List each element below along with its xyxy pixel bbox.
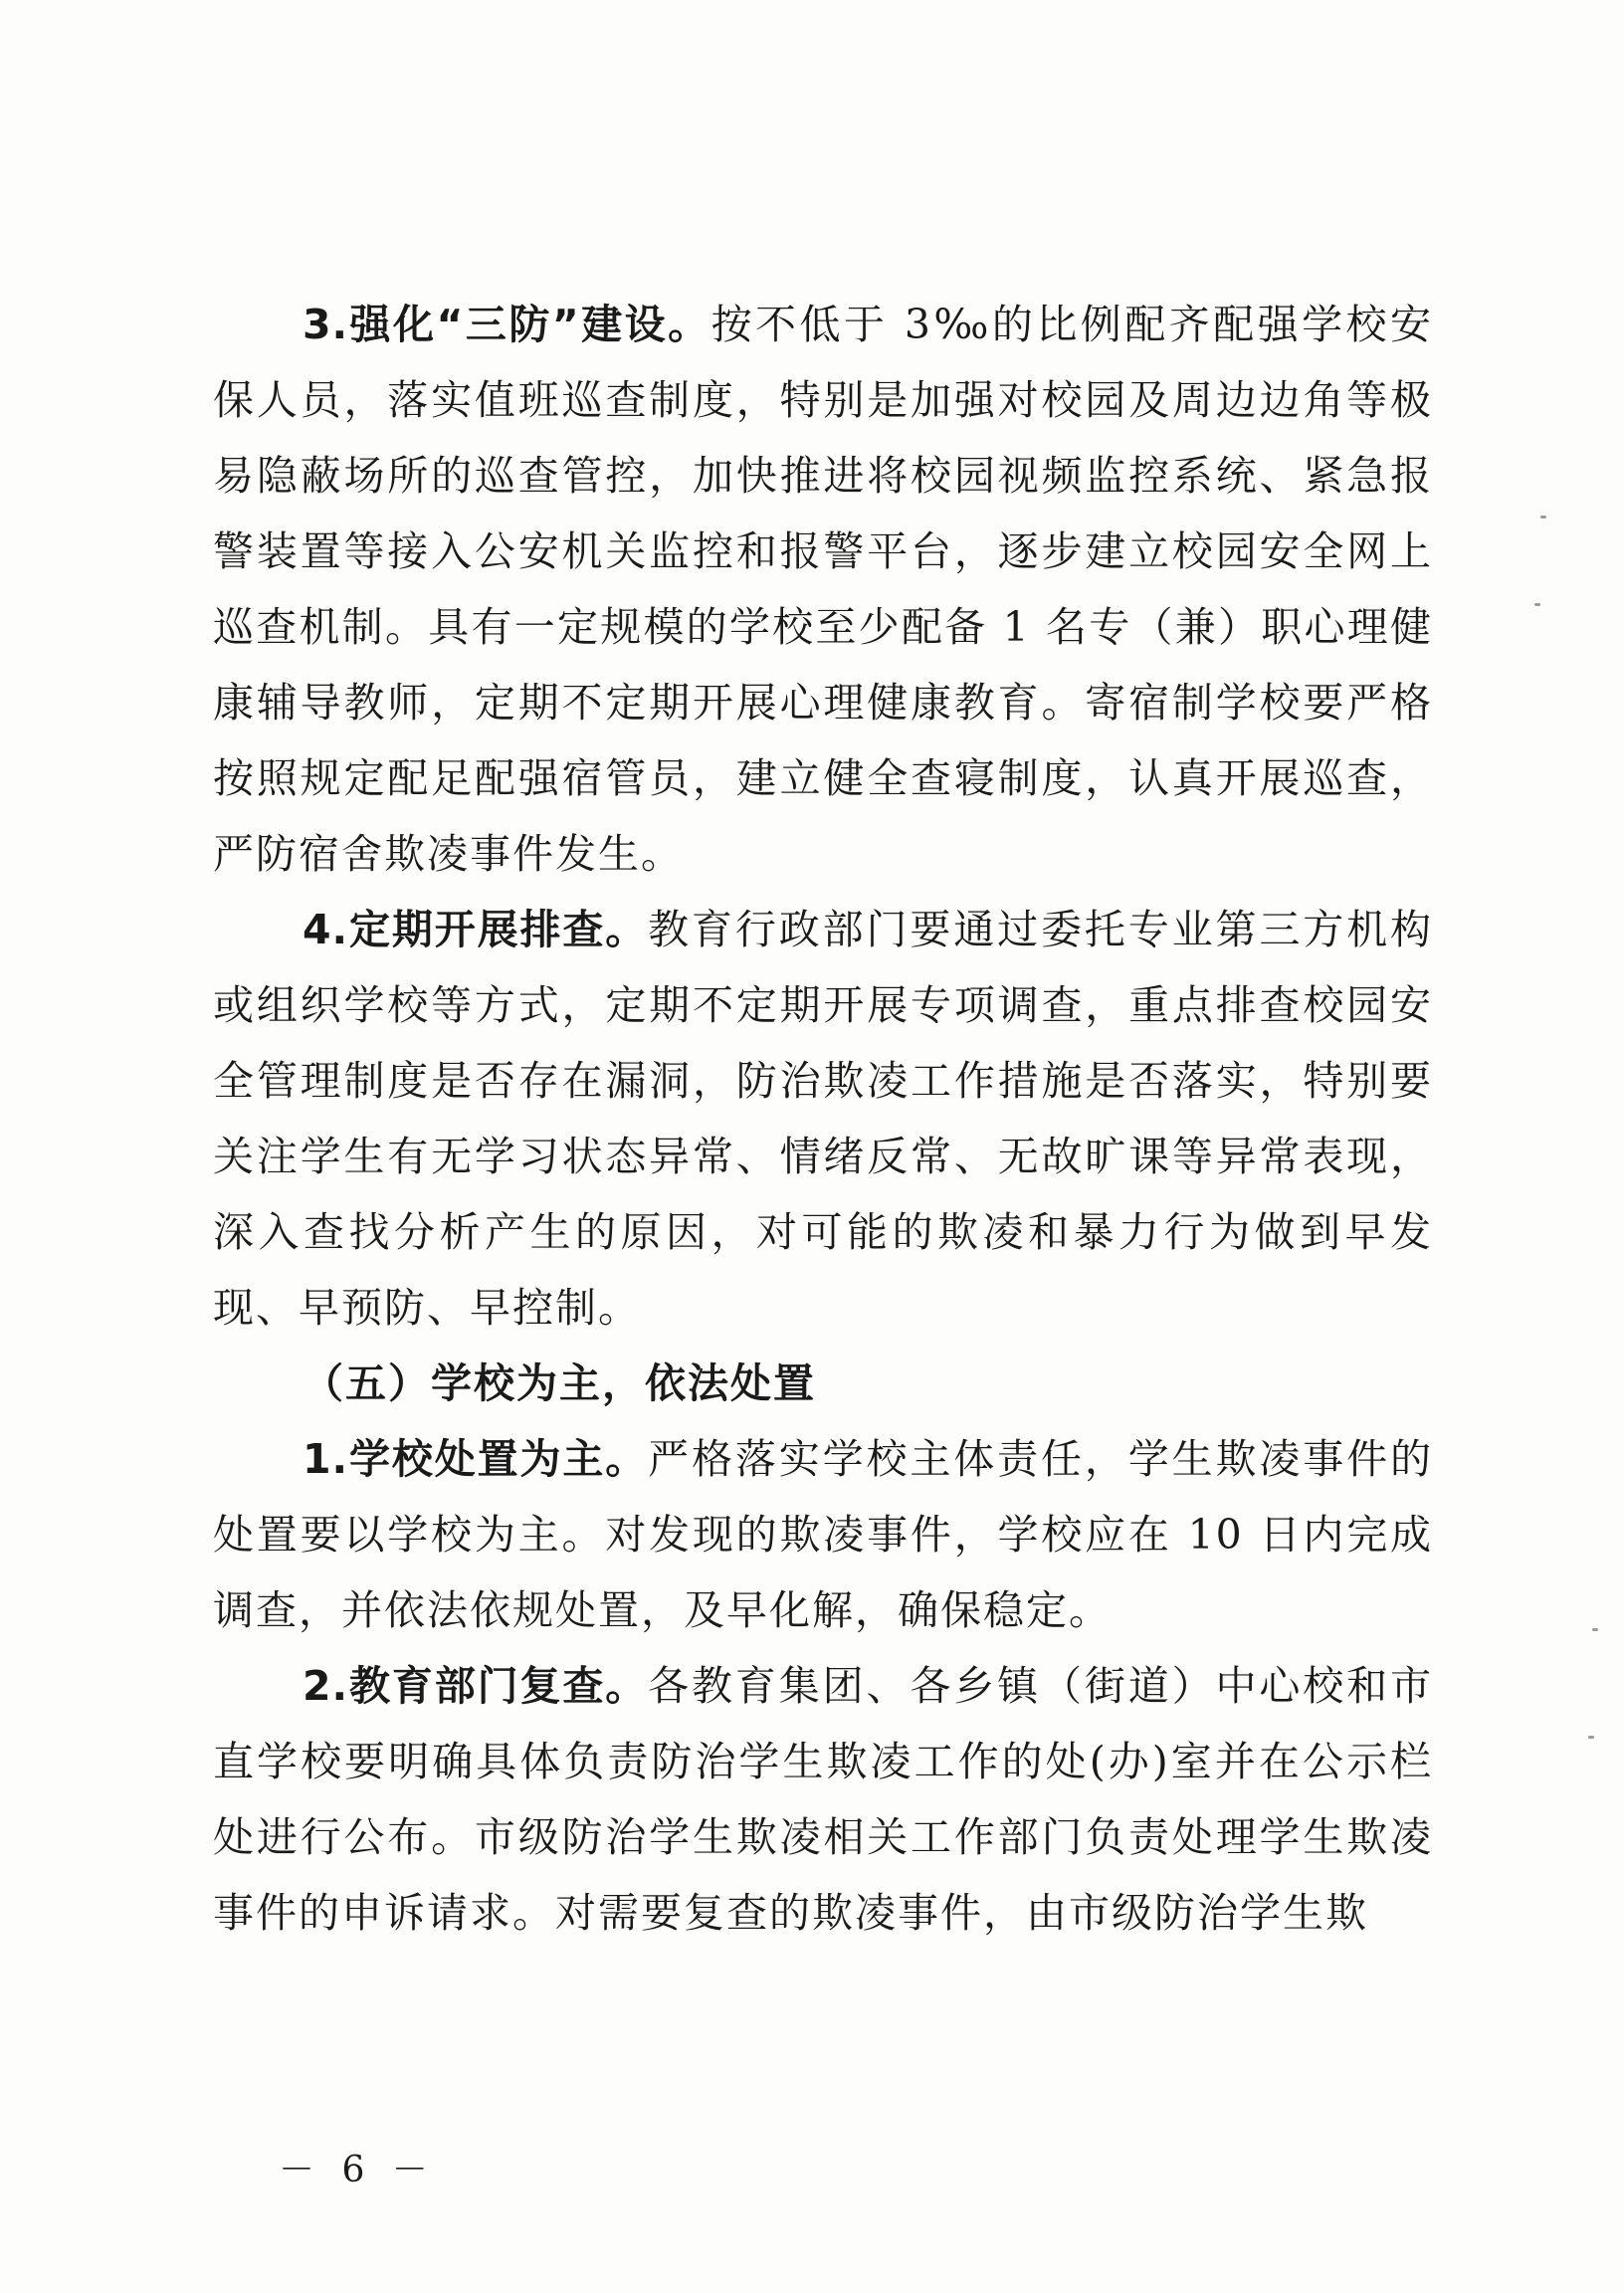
paragraph-school-handling (213, 1421, 1433, 1648)
paragraph-text: 教育行政部门要通过委托专业第三方机构或组织学校等方式，定期不定期开展专项调查，重点排查校园安全管理制度是否存在漏洞，防治欺凌工作措施是否落实，特别要关注学生有无学习状态异常、情绪反常、无故旷课等异常表现，深入查找分析产生的原因，对可能的欺凌和暴力行为做到早发现、早预防、早控制。 (213, 906, 1433, 1332)
paragraph-text: 按不低于 3‰的比例配齐配强学校安保人员，落实值班巡查制度，特别是加强对校园及周边边角等极易隐蔽场所的巡查管控，加快推进将校园视频监控系统、紧急报警装置等接入公安机关监控和报警平台，逐步建立校园安全网上巡查机制。具有一定规模的学校至少配备 1 名专（兼）职心理健康辅导教师，定期不定期开展心理健康教育。寄宿制学校要严格按照规定配足配强宿管员，建立健全查寝制度，认真开展巡查，严防宿舍欺凌事件发生。 (213, 301, 1433, 878)
paragraph-lead: 2.教育部门复查。 (303, 1662, 649, 1710)
paragraph-lead: 4.定期开展排查。 (303, 906, 649, 953)
paragraph-three-defenses (213, 287, 1433, 892)
scan-speck (1534, 603, 1540, 606)
section-heading: （五）学校为主，依法处置 (303, 1359, 816, 1407)
scan-speck (1592, 1628, 1598, 1631)
scan-speck (1540, 516, 1546, 519)
paragraph-lead: 1.学校处置为主。 (303, 1435, 649, 1483)
paragraph-lead: 3.强化“三防”建设。 (303, 301, 711, 348)
paragraph-text: 各教育集团、各乡镇（街道）中心校和市直学校要明确具体负责防治学生欺凌工作的处(办)室并在公示栏处进行公布。市级防治学生欺凌相关工作部门负责处理学生欺凌事件的申诉请求。对需要复查的欺凌事件，由市级防治学生欺 (213, 1662, 1433, 1937)
scan-speck (1588, 1736, 1594, 1739)
paragraph-regular-screening (213, 892, 1433, 1346)
paragraph-department-review (213, 1648, 1433, 1951)
paragraph-text: 严格落实学校主体责任，学生欺凌事件的处置要以学校为主。对发现的欺凌事件，学校应在 10 日内完成调查，并依法依规处置，及早化解，确保稳定。 (213, 1435, 1433, 1634)
page-body (213, 287, 1433, 1951)
page-number: － 6 － (279, 2150, 436, 2190)
